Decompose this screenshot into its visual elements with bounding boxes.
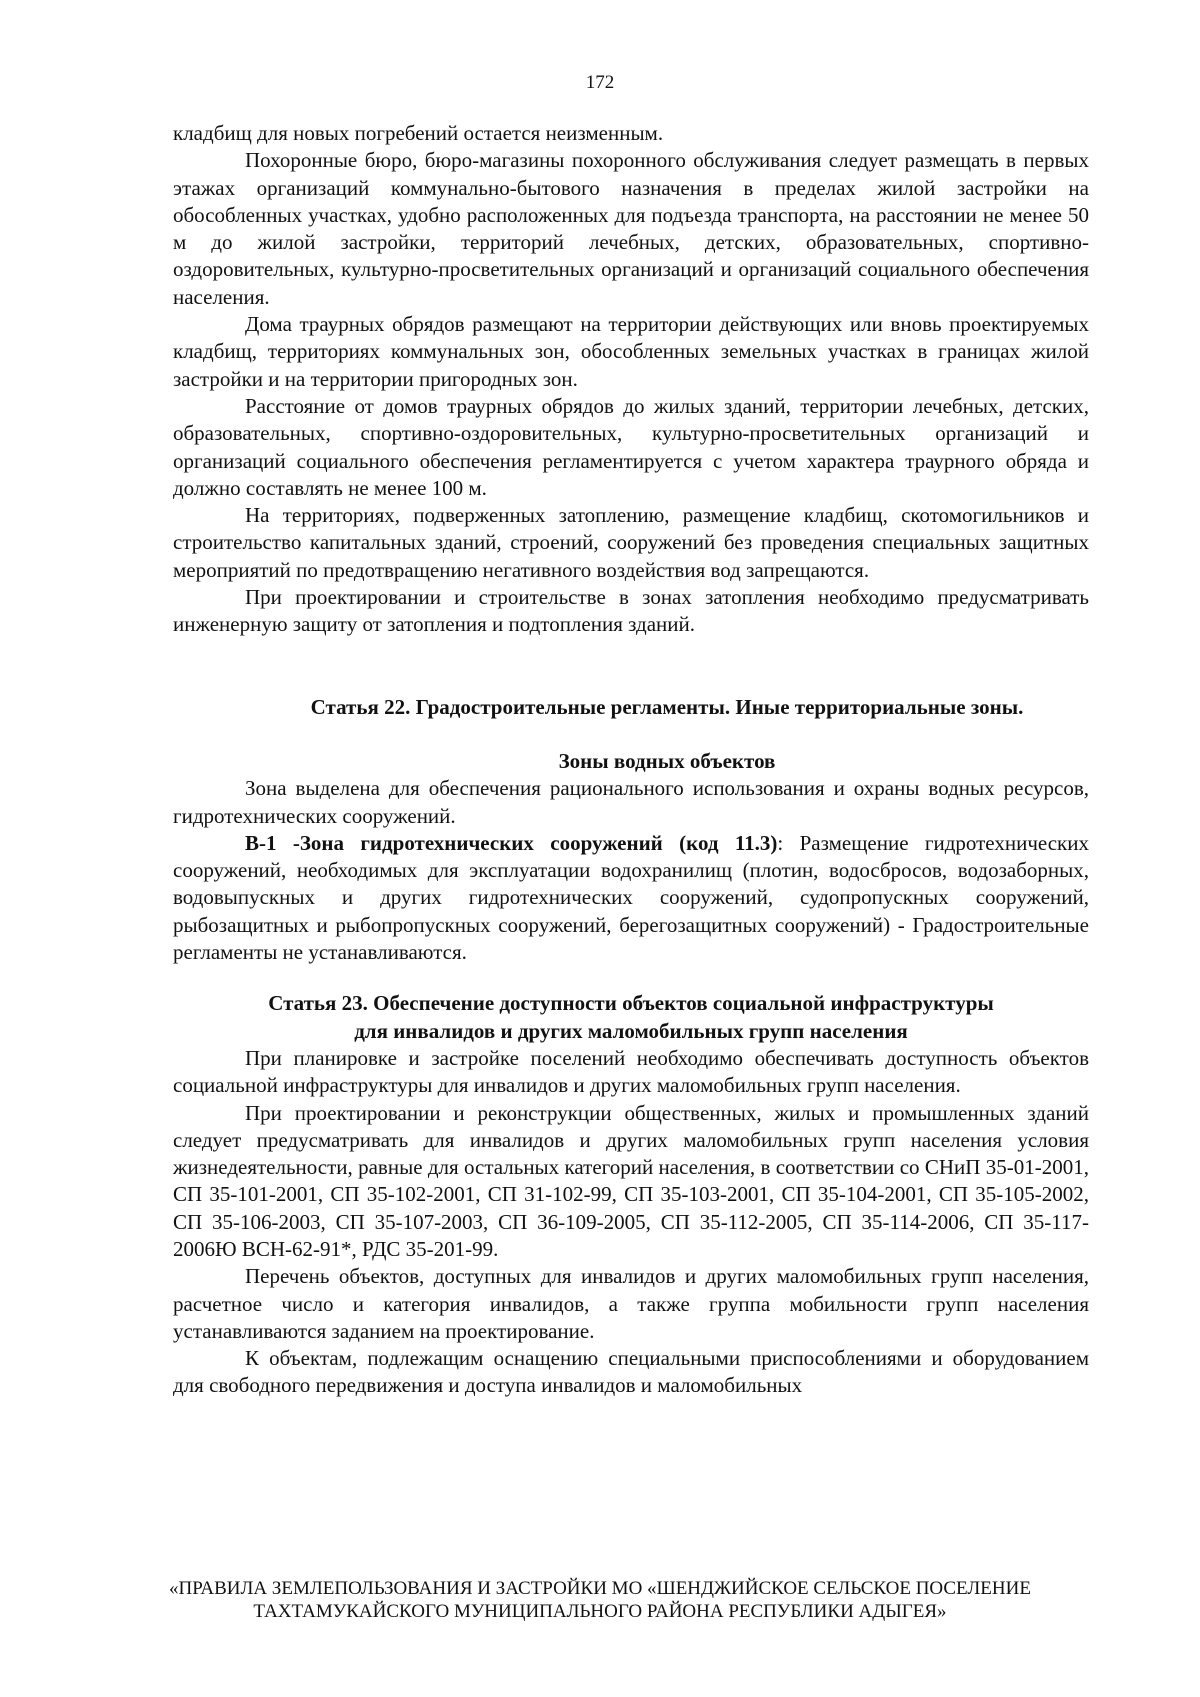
- footer-line1: «ПРАВИЛА ЗЕМЛЕПОЛЬЗОВАНИЯ И ЗАСТРОЙКИ МО «ШЕНДЖИЙСКОЕ СЕЛЬСКОЕ ПОСЕЛЕНИЕ: [169, 1578, 1031, 1599]
- paragraph: При проектировании и реконструкции общественных, жилых и промышленных зданий следует предусматривать для инвалидов и других маломобильных групп населения условия жизнедеятельности, равные для остальных категорий населения, в соответствии со СНиП 35-01-2001, СП 35-101-2001, СП 35-102-2001, СП 31-102-99, СП 35-103-2001, СП 35-104-2001, СП 35-105-2002, СП 35-106-2003, СП 35-107-2003, СП 36-109-2005, СП 35-112-2005, СП 35-114-2006, СП 35-117-2006Ю ВСН-62-91*, РДС 35-201-99.: [173, 1100, 1089, 1261]
- zone-text: : Размещение гидротехнических сооружений, необходимых для эксплуатации водохранилищ (плотин, водосбросов, водозаборных, водовыпускных и других гидротехнических сооружений, судопропускных сооружений, рыбозащитных и рыбопропускных сооружений, берегозащитных сооружений) - Градостроительные регламенты не устанавливаются.: [173, 830, 1089, 965]
- article-23-title-line1: Статья 23. Обеспечение доступности объектов социальной инфраструктуры: [268, 991, 994, 1016]
- paragraph: Дома траурных обрядов размещают на территории действующих или вновь проектируемых кладбищ, территориях коммунальных зон, обособленных земельных участках в границах жилой застройки и на территории пригородных зон.: [173, 312, 1089, 391]
- paragraph: Расстояние от домов траурных обрядов до жилых зданий, территории лечебных, детских, образовательных, спортивно-оздоровительных, культурно-просветительных организаций и организаций социального обеспечения регламентируется с учетом характера траурного обряда и должно составлять не менее 100 м.: [173, 393, 1089, 500]
- paragraph: Зона выделена для обеспечения рационального использования и охраны водных ресурсов, гидротехнических сооружений.: [173, 776, 1089, 828]
- document-footer: [0, 1577, 1200, 1623]
- paragraph: Похоронные бюро, бюро-магазины похоронного обслуживания следует размещать в первых этажах организаций коммунально-бытового назначения в пределах жилой застройки на обособленных участках, удобно расположенных для подъезда транспорта, на расстоянии не менее 50 м до жилой застройки, территорий лечебных, детских, образовательных, спортивно-оздоровительных, культурно-просветительных организаций и организаций социального обеспечения населения.: [173, 148, 1089, 309]
- zone-label: В-1 -Зона гидротехнических сооружений (код 11.3): [245, 830, 778, 855]
- paragraph: На территориях, подверженных затоплению, размещение кладбищ, скотомогильников и строительство капитальных зданий, строений, сооружений без проведения специальных защитных мероприятий по предотвращению негативного воздействия вод запрещаются.: [173, 503, 1089, 582]
- document-body: [173, 120, 1089, 1400]
- paragraph: кладбищ для новых погребений остается неизменным.: [173, 121, 664, 145]
- footer-line2: ТАХТАМУКАЙСКОГО МУНИЦИПАЛЬНОГО РАЙОНА РЕСПУБЛИКИ АДЫГЕЯ»: [253, 1601, 947, 1622]
- article-23-title: [173, 990, 1089, 1045]
- zone-paragraph: [173, 830, 1089, 966]
- paragraph: К объектам, подлежащим оснащению специальными приспособлениями и оборудованием для свободного передвижения и доступа инвалидов и маломобильных: [173, 1346, 1089, 1398]
- paragraph: При проектировании и строительстве в зонах затопления необходимо предусматривать инженерную защиту от затопления и подтопления зданий.: [173, 585, 1089, 637]
- article-22-title: Статья 22. Градостроительные регламенты. Иные территориальные зоны.: [310, 694, 1024, 719]
- article-23-title-line2: для инвалидов и других маломобильных групп населения: [354, 1018, 908, 1043]
- paragraph: Перечень объектов, доступных для инвалидов и других маломобильных групп населения, расчетное число и категория инвалидов, а также группа мобильности групп населения устанавливаются заданием на проектирование.: [173, 1264, 1089, 1343]
- section-subtitle: Зоны водных объектов: [558, 748, 776, 773]
- page-number: 172: [585, 72, 615, 93]
- paragraph: При планировке и застройке поселений необходимо обеспечивать доступность объектов социальной инфраструктуры для инвалидов и других маломобильных групп населения.: [173, 1045, 1089, 1098]
